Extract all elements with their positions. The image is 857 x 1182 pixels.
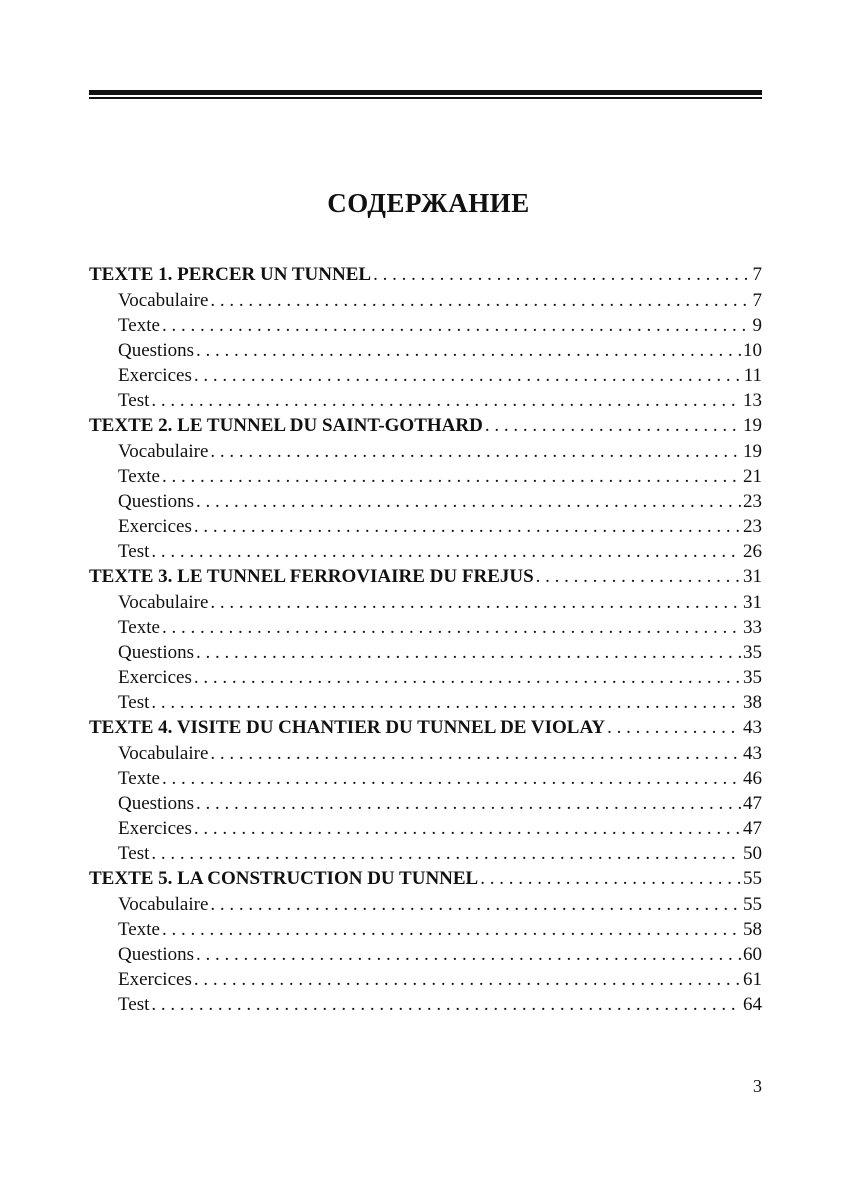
toc-page-number: 19 [743,415,762,436]
toc-subentry[interactable] [89,992,762,1017]
leader-dots [151,992,741,1017]
toc-page-number: 9 [752,315,762,336]
toc-subentry[interactable] [89,288,762,313]
toc-subentry-label: Questions [118,793,194,814]
leader-dots [196,489,741,514]
leader-dots [196,942,741,967]
toc-subentry[interactable] [89,791,762,816]
toc-subentry[interactable] [89,489,762,514]
toc-page-number: 10 [743,340,762,361]
toc-page-number: 31 [743,566,762,587]
toc-page-number: 58 [743,919,762,940]
toc-page-number: 61 [743,969,762,990]
toc-subentry[interactable] [89,313,762,338]
toc-subentry-label: Test [118,692,150,713]
leader-dots [196,791,741,816]
leader-dots [196,338,741,363]
toc-subentry[interactable] [89,590,762,615]
toc-subentry[interactable] [89,942,762,967]
toc-section [89,715,762,866]
toc-page-number: 26 [743,541,762,562]
toc-subentry[interactable] [89,539,762,564]
toc-page-number: 33 [743,617,762,638]
toc-subentry-label: Vocabulaire [118,592,209,613]
toc-chapter-entry[interactable] [89,262,762,288]
toc-page-number: 38 [743,692,762,713]
leader-dots [210,892,741,917]
toc-subentry[interactable] [89,816,762,841]
toc-page-number: 43 [743,717,762,738]
leader-dots [162,615,741,640]
toc-section [89,866,762,1017]
toc-page-number: 13 [743,390,762,411]
toc-page-number: 35 [743,667,762,688]
toc-subentry-label: Test [118,994,150,1015]
toc-page-number: 47 [743,793,762,814]
toc-subentry[interactable] [89,665,762,690]
toc-page-number: 7 [752,290,762,311]
leader-dots [162,464,741,489]
toc-subentry-label: Questions [118,642,194,663]
leader-dots [162,313,751,338]
toc-chapter-title: TEXTE 5. LA CONSTRUCTION DU TUNNEL [89,868,479,889]
leader-dots [162,917,741,942]
leader-dots [210,288,750,313]
toc-chapter-title: TEXTE 2. LE TUNNEL DU SAINT-GOTHARD [89,415,483,436]
toc-section [89,413,762,564]
toc-page-number: 35 [743,642,762,663]
leader-dots [194,363,742,388]
toc-chapter-title: TEXTE 4. VISITE DU CHANTIER DU TUNNEL DE VIOLAY [89,717,606,738]
leader-dots [373,262,750,288]
toc-subentry[interactable] [89,741,762,766]
toc-page-number: 47 [743,818,762,839]
toc-subentry-label: Texte [118,466,160,487]
toc-subentry-label: Questions [118,491,194,512]
toc-subentry[interactable] [89,514,762,539]
toc-chapter-entry[interactable] [89,564,762,590]
toc-chapter-title: TEXTE 3. LE TUNNEL FERROVIAIRE DU FREJUS [89,566,534,587]
leader-dots [480,866,741,892]
toc-subentry[interactable] [89,690,762,715]
toc-page-number: 21 [743,466,762,487]
toc-subentry-label: Vocabulaire [118,441,209,462]
toc-subentry[interactable] [89,464,762,489]
page-number: 3 [753,1076,762,1096]
toc-page-number: 23 [743,491,762,512]
leader-dots [210,590,741,615]
toc-page-number: 43 [743,743,762,764]
toc-subentry-label: Test [118,390,150,411]
toc-chapter-entry[interactable] [89,413,762,439]
toc-page-number: 55 [743,868,762,889]
leader-dots [151,841,741,866]
toc-page-number: 55 [743,894,762,915]
toc-page-number: 23 [743,516,762,537]
leader-dots [536,564,741,590]
toc-chapter-entry[interactable] [89,866,762,892]
toc-subentry[interactable] [89,967,762,992]
toc-page-number: 50 [743,843,762,864]
leader-dots [162,766,741,791]
toc-subentry[interactable] [89,615,762,640]
toc-subentry-label: Exercices [118,516,192,537]
leader-dots [151,690,741,715]
toc-subentry-label: Vocabulaire [118,290,209,311]
toc-subentry[interactable] [89,892,762,917]
toc-page-number: 60 [743,944,762,965]
toc-chapter-entry[interactable] [89,715,762,741]
toc-subentry[interactable] [89,338,762,363]
toc-subentry[interactable] [89,388,762,413]
toc-subentry[interactable] [89,363,762,388]
toc-subentry-label: Test [118,843,150,864]
toc-subentry-label: Texte [118,919,160,940]
toc-page-number: 31 [743,592,762,613]
toc-subentry-label: Exercices [118,667,192,688]
toc-subentry-label: Questions [118,944,194,965]
leader-dots [210,741,741,766]
leader-dots [194,816,741,841]
toc-subentry-label: Vocabulaire [118,894,209,915]
toc-page-number: 19 [743,441,762,462]
toc-subentry[interactable] [89,841,762,866]
toc-section [89,564,762,715]
toc-subentry[interactable] [89,917,762,942]
toc-subentry-label: Exercices [118,365,192,386]
leader-dots [210,439,741,464]
table-of-contents [89,262,762,1017]
toc-section [89,262,762,413]
toc-page-number: 7 [752,264,762,285]
page-title: СОДЕРЖАНИЕ [327,188,530,218]
toc-page-number: 64 [743,994,762,1015]
leader-dots [194,967,741,992]
toc-subentry-label: Test [118,541,150,562]
leader-dots [151,539,741,564]
toc-page-number: 11 [743,365,762,386]
toc-subentry-label: Exercices [118,818,192,839]
leader-dots [194,514,741,539]
header-rule-thin [89,97,762,99]
toc-subentry-label: Questions [118,340,194,361]
toc-subentry[interactable] [89,439,762,464]
toc-subentry-label: Texte [118,768,160,789]
leader-dots [194,665,741,690]
toc-subentry-label: Exercices [118,969,192,990]
toc-chapter-title: TEXTE 1. PERCER UN TUNNEL [89,264,372,285]
toc-page-number: 46 [743,768,762,789]
leader-dots [485,413,741,439]
leader-dots [196,640,741,665]
toc-subentry[interactable] [89,640,762,665]
leader-dots [151,388,741,413]
toc-subentry-label: Texte [118,315,160,336]
header-rule-thick [89,90,762,95]
leader-dots [607,715,741,741]
toc-subentry[interactable] [89,766,762,791]
toc-subentry-label: Texte [118,617,160,638]
toc-subentry-label: Vocabulaire [118,743,209,764]
